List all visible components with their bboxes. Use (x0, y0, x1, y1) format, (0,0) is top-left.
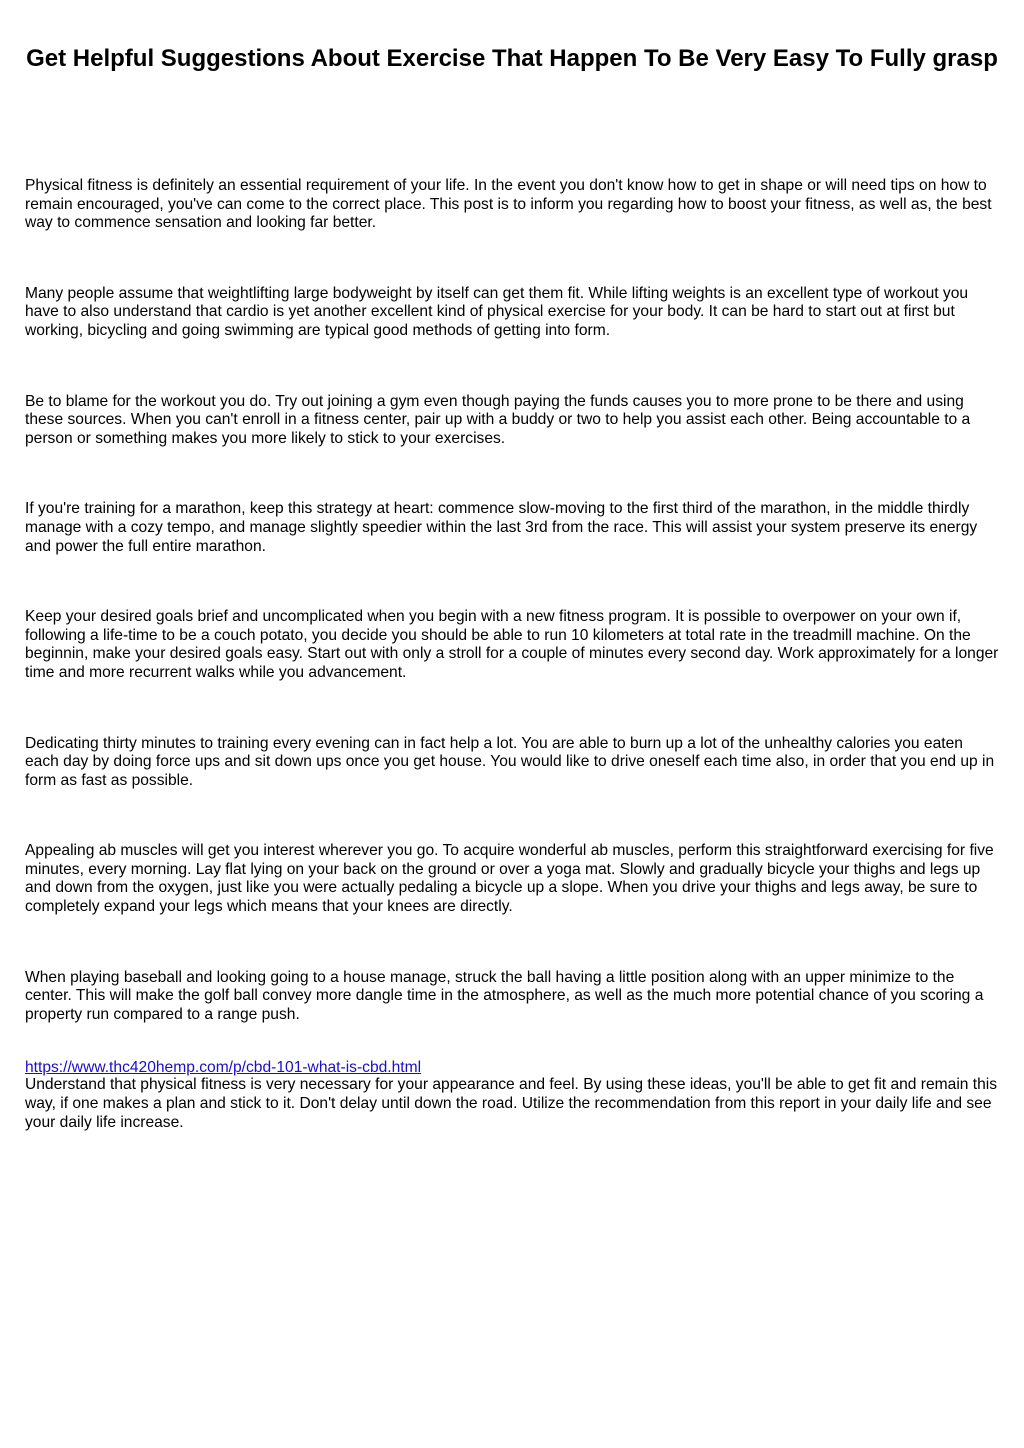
paragraph-3: Be to blame for the workout you do. Try out joining a gym even though paying the funds causes you to more prone to be there and using these sources. When you can't enroll in a fitness center, pair up with a buddy or two to help you assist each other. Being accountable to a person or something makes you more likely to stick to your exercises. (25, 392, 971, 447)
paragraph-1: Physical fitness is definitely an essential requirement of your life. In the event you don't know how to get in shape or will need tips on how to remain encouraged, you've can come to the correct place. This post is to inform you regarding how to boost your fitness, as well as, the best way to commence sensation and looking far better. (25, 177, 992, 232)
paragraph-4: If you're training for a marathon, keep this strategy at heart: commence slow-moving to the first third of the marathon, in the middle thirdly manage with a cozy tempo, and manage slightly speedier within the last 3rd from the race. This will assist your system preserve its energy and power the full entire marathon. (25, 500, 978, 555)
paragraph-6: Dedicating thirty minutes to training every evening can in fact help a lot. You are able to burn up a lot of the unhealthy calories you eaten each day by doing force ups and sit down ups once you get house. You would like to drive oneself each time also, in order that you end up in form as fast as possible. (25, 734, 995, 789)
paragraph-8: When playing baseball and looking going to a house manage, struck the ball having a little position along with an upper minimize to the center. This will make the golf ball convey more dangle time in the atmosphere, as well as the much more potential chance of you scoring a property run compared to a range push. (25, 968, 984, 1023)
paragraph-9: Understand that physical fitness is very necessary for your appearance and feel. By using these ideas, you'll be able to get fit and remain this way, if one makes a plan and stick to it. Don't delay until down the road. Utilize the recommendation from this report in your daily life and see your daily life increase. (25, 1076, 998, 1131)
document-body (25, 177, 1001, 1184)
paragraph-2: Many people assume that weightlifting large bodyweight by itself can get them fit. While lifting weights is an excellent type of workout you have to also understand that cardio is yet another excellent kind of physical exercise for your body. It can be hard to start out at first but working, bicycling and going swimming are typical good methods of getting into form. (25, 284, 969, 339)
paragraph-5: Keep your desired goals brief and uncomplicated when you begin with a new fitness program. It is possible to overpower on your own if, following a life-time to be a couch potato, you decide you should be able to run 10 kilometers at total rate in the treadmill machine. On the beginnin, make your desired goals easy. Start out with only a stroll for a couple of minutes every second day. Work approximately for a longer time and more recurrent walks while you advancement. (25, 608, 999, 681)
document-title: Get Helpful Suggestions About Exercise That Happen To Be Very Easy To Fully grasp (26, 45, 998, 72)
paragraph-7: Appealing ab muscles will get you interest wherever you go. To acquire wonderful ab muscles, perform this straightforward exercising for five minutes, every morning. Lay flat lying on your back on the ground or over a yoga mat. Slowly and gradually bicycle your thighs and legs up and down from the oxygen, just like you were actually pedaling a bicycle up a slope. When you drive your thighs and legs away, be sure to completely expand your legs which means that your knees are directly. (25, 842, 994, 916)
external-link[interactable]: https://www.thc420hemp.com/p/cbd-101-what-is-cbd.html (25, 1059, 422, 1076)
